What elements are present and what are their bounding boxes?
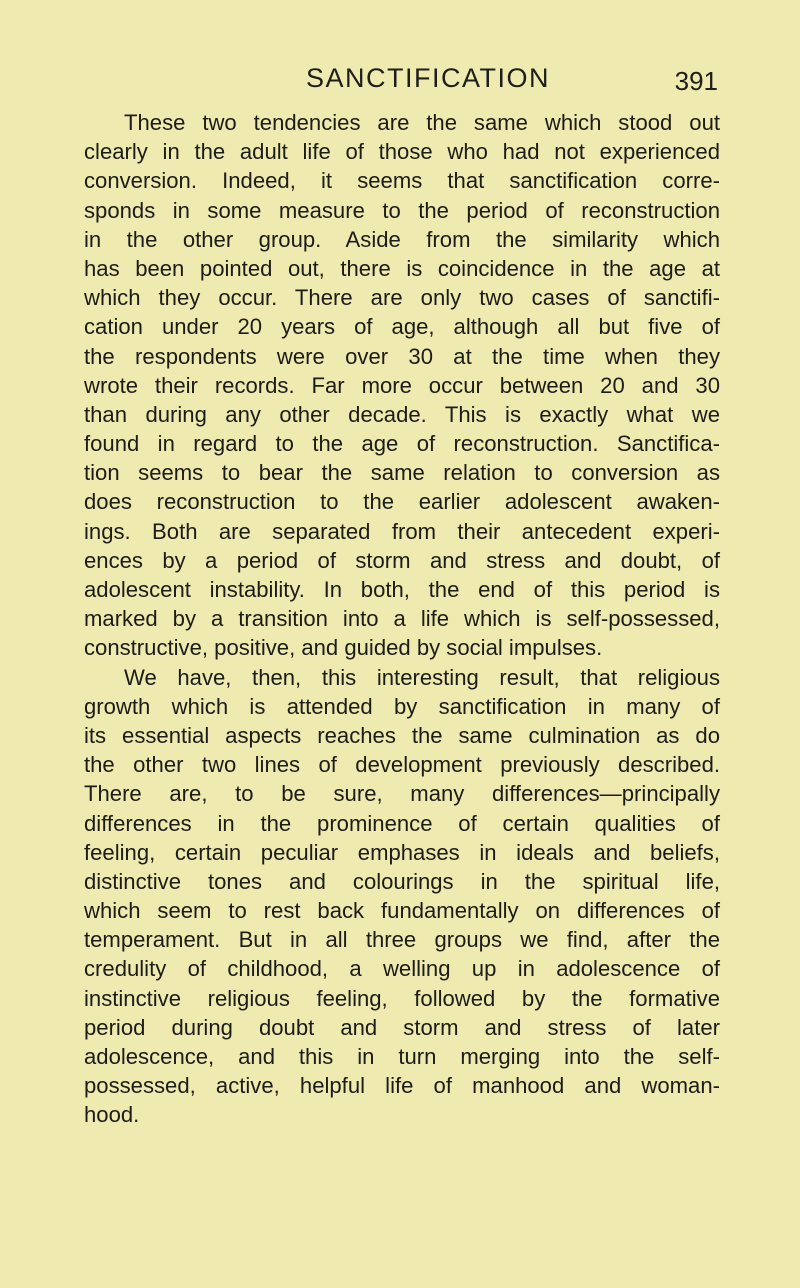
text-line: in the other group. Aside from the similarity which <box>84 226 720 252</box>
text-line: possessed, active, helpful life of manhood and woman- <box>84 1073 720 1099</box>
text-line: does reconstruction to the earlier adolescent awaken- <box>84 489 720 515</box>
text-line: adolescence, and this in turn merging into the self- <box>84 1044 720 1069</box>
text-line: credulity of childhood, a welling up in adolescence of <box>84 956 720 982</box>
body-text <box>84 108 720 1130</box>
text-line: cation under 20 years of age, although all but five of <box>84 314 720 340</box>
running-head <box>84 62 720 98</box>
text-line: ings. Both are separated from their antecedent experi- <box>84 518 720 544</box>
text-line: instinctive religious feeling, followed by the formative <box>84 985 720 1011</box>
text-line: feeling, certain peculiar emphases in ideals and beliefs, <box>84 839 720 865</box>
text-line: found in regard to the age of reconstruction. Sanctifica- <box>84 431 720 457</box>
paragraph-2 <box>84 663 720 1130</box>
text-line: marked by a transition into a life which is self-possessed, <box>84 606 720 632</box>
text-line: than during any other decade. This is exactly what we <box>84 401 720 427</box>
text-line: These two tendencies are the same which stood out <box>124 110 720 135</box>
text-line: There are, to be sure, many differences—principally <box>84 781 720 807</box>
text-line: ences by a period of storm and stress and doubt, of <box>84 547 720 573</box>
text-line: conversion. Indeed, it seems that sanctification corre- <box>84 168 720 194</box>
text-line: growth which is attended by sanctification in many of <box>84 693 720 719</box>
text-line: adolescent instability. In both, the end of this period is <box>84 577 720 602</box>
page-number: 391 <box>674 66 718 96</box>
text-line: its essential aspects reaches the same culmination as do <box>84 722 720 748</box>
text-line: sponds in some measure to the period of reconstruction <box>84 197 720 223</box>
text-line: distinctive tones and colourings in the spiritual life, <box>84 868 720 894</box>
text-line: tion seems to bear the same relation to conversion as <box>84 460 720 486</box>
paragraph-1 <box>84 108 720 663</box>
text-line: period during doubt and storm and stress of later <box>84 1014 720 1040</box>
text-line: We have, then, this interesting result, that religious <box>124 664 720 690</box>
text-line: the respondents were over 30 at the time when they <box>84 343 720 369</box>
text-line: differences in the prominence of certain qualities of <box>84 810 720 836</box>
text-line: wrote their records. Far more occur between 20 and 30 <box>84 372 720 398</box>
text-line: which seem to rest back fundamentally on differences of <box>84 898 720 924</box>
text-line: temperament. But in all three groups we find, after the <box>84 927 720 953</box>
text-line: has been pointed out, there is coincidence in the age at <box>84 255 720 281</box>
text-line: the other two lines of development previously described. <box>84 752 720 778</box>
chapter-title: SANCTIFICATION <box>306 63 551 93</box>
text-line: clearly in the adult life of those who had not experienced <box>84 139 720 165</box>
text-line: hood. <box>84 1102 140 1128</box>
text-line: constructive, positive, and guided by social impulses. <box>84 635 603 661</box>
text-line: which they occur. There are only two cases of sanctifi- <box>84 285 720 311</box>
